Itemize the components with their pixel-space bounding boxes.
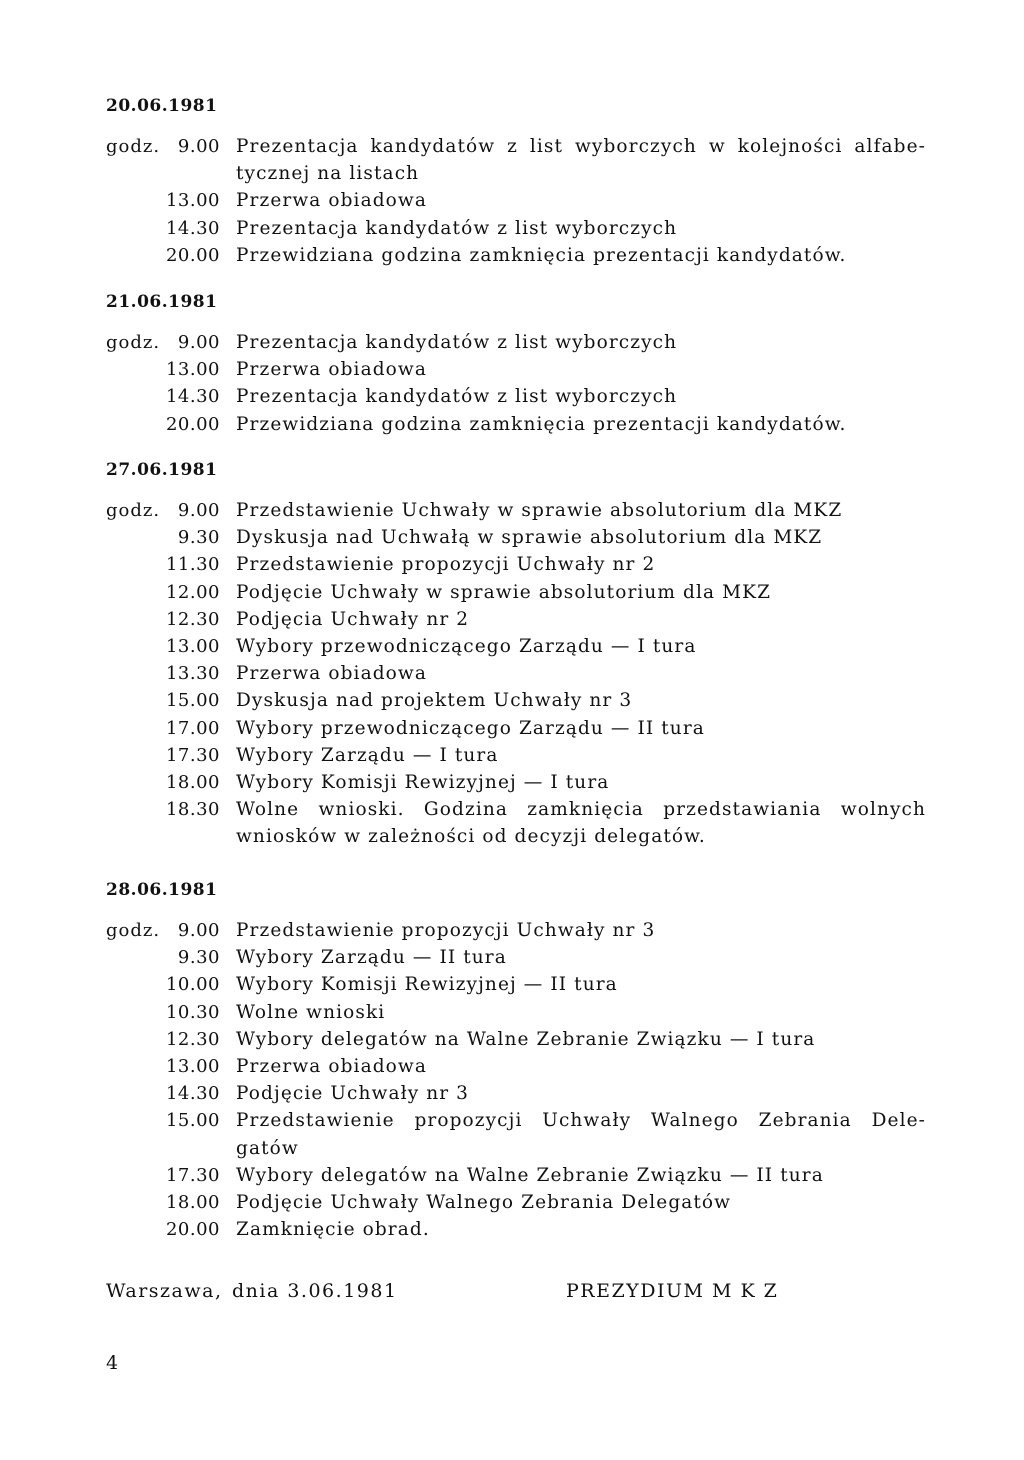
schedule-item-text: Dyskusja nad projektem Uchwały nr 3: [236, 690, 633, 711]
schedule-item-text: Przerwa obiadowa: [236, 359, 427, 380]
schedule-time: 18.00: [165, 1192, 220, 1213]
schedule-time: 13.00: [165, 636, 220, 657]
schedule-row: [0, 500, 1024, 527]
schedule-time: 15.00: [165, 1110, 220, 1131]
schedule-time: 10.00: [165, 974, 220, 995]
day-date-header: 20.06.1981: [106, 96, 218, 116]
time-prefix-label: godz.: [106, 136, 161, 157]
schedule-item-text: Wybory Komisji Rewizyjnej — II tura: [236, 974, 618, 995]
schedule-row: [0, 414, 1024, 441]
schedule-item-text: Przedstawienie Uchwały w sprawie absolutorium dla MKZ: [236, 500, 843, 521]
schedule-row: [0, 1083, 1024, 1110]
schedule-item-text: Wolne wnioski. Godzina zamknięcia przedstawiania wolnych: [236, 799, 926, 820]
schedule-row: [0, 745, 1024, 772]
schedule-item-text: Prezentacja kandydatów z list wyborczych w kolejności alfabe-: [236, 136, 926, 157]
schedule-item-text: Przewidziana godzina zamknięcia prezentacji kandydatów.: [236, 245, 847, 266]
time-prefix-label: godz.: [106, 500, 161, 521]
schedule-time: 14.30: [165, 1083, 220, 1104]
schedule-item-text: Podjęcia Uchwały nr 2: [236, 609, 470, 630]
schedule-row: [0, 772, 1024, 799]
schedule-time: 18.00: [165, 772, 220, 793]
schedule-item-text: Wybory przewodniczącego Zarządu — I tura: [236, 636, 697, 657]
schedule-item-text: Prezentacja kandydatów z list wyborczych: [236, 218, 678, 239]
schedule-time: 11.30: [165, 554, 220, 575]
schedule-item-text: Przedstawienie propozycji Uchwały nr 3: [236, 920, 656, 941]
schedule-item-text: Wybory delegatów na Walne Zebranie Związku — II tura: [236, 1165, 824, 1186]
schedule-row: [0, 1138, 1024, 1165]
schedule-row: [0, 359, 1024, 386]
schedule-row: [0, 386, 1024, 413]
schedule-time: 9.00: [177, 136, 220, 157]
schedule-row: [0, 799, 1024, 826]
schedule-item-text: Przerwa obiadowa: [236, 1056, 427, 1077]
schedule-item-text: Wolne wnioski: [236, 1002, 386, 1023]
schedule-item-text: Wybory przewodniczącego Zarządu — II tura: [236, 718, 705, 739]
schedule-item-text: Przerwa obiadowa: [236, 190, 427, 211]
schedule-item-text: Wybory Zarządu — II tura: [236, 947, 507, 968]
schedule-item-text: Przedstawienie propozycji Uchwały Walnego Zebrania Dele-: [236, 1110, 926, 1131]
schedule-time: 18.30: [165, 799, 220, 820]
day-date-header: 28.06.1981: [106, 880, 218, 900]
schedule-item-text: Podjęcie Uchwały nr 3: [236, 1083, 470, 1104]
schedule-time: 15.00: [165, 690, 220, 711]
schedule-item-text: Wybory delegatów na Walne Zebranie Związku — I tura: [236, 1029, 816, 1050]
schedule-time: 12.00: [165, 582, 220, 603]
day-date-header: 21.06.1981: [106, 292, 218, 312]
schedule-row: [0, 527, 1024, 554]
schedule-row: [0, 1219, 1024, 1246]
schedule-row: [0, 1002, 1024, 1029]
schedule-time: 13.30: [165, 663, 220, 684]
schedule-row: [0, 609, 1024, 636]
schedule-row: [0, 554, 1024, 581]
schedule-row: [0, 826, 1024, 853]
schedule-time: 17.30: [165, 745, 220, 766]
schedule-row: [0, 920, 1024, 947]
schedule-item-text: Przedstawienie propozycji Uchwały nr 2: [236, 554, 656, 575]
time-prefix-label: godz.: [106, 920, 161, 941]
schedule-row: [0, 663, 1024, 690]
schedule-item-text: wniosków w zależności od decyzji delegatów.: [236, 826, 706, 847]
schedule-time: 12.30: [165, 1029, 220, 1050]
schedule-time: 17.00: [165, 718, 220, 739]
schedule-row: [0, 636, 1024, 663]
schedule-row: [0, 718, 1024, 745]
schedule-time: 13.00: [165, 359, 220, 380]
schedule-item-text: Prezentacja kandydatów z list wyborczych: [236, 332, 678, 353]
schedule-time: 9.00: [177, 332, 220, 353]
schedule-row: [0, 136, 1024, 163]
schedule-time: 9.00: [177, 500, 220, 521]
schedule-row: [0, 1056, 1024, 1083]
schedule-time: 13.00: [165, 1056, 220, 1077]
schedule-time: 9.30: [177, 527, 220, 548]
page-number: 4: [106, 1352, 119, 1374]
schedule-time: 20.00: [165, 414, 220, 435]
schedule-time: 13.00: [165, 190, 220, 211]
schedule-row: [0, 582, 1024, 609]
schedule-time: 10.30: [165, 1002, 220, 1023]
footer-signature: PREZYDIUM M K Z: [566, 1280, 779, 1302]
schedule-row: [0, 1192, 1024, 1219]
schedule-row: [0, 190, 1024, 217]
schedule-row: [0, 218, 1024, 245]
schedule-row: [0, 245, 1024, 272]
schedule-row: [0, 1165, 1024, 1192]
time-prefix-label: godz.: [106, 332, 161, 353]
schedule-row: [0, 1110, 1024, 1137]
schedule-time: 9.30: [177, 947, 220, 968]
schedule-item-text: Podjęcie Uchwały w sprawie absolutorium dla MKZ: [236, 582, 772, 603]
footer-date: dnia 3.06.1981: [232, 1280, 398, 1302]
schedule-row: [0, 974, 1024, 1001]
schedule-time: 12.30: [165, 609, 220, 630]
schedule-item-text: Przerwa obiadowa: [236, 663, 427, 684]
schedule-item-text: Zamknięcie obrad.: [236, 1219, 430, 1240]
schedule-time: 17.30: [165, 1165, 220, 1186]
schedule-item-text: Podjęcie Uchwały Walnego Zebrania Delegatów: [236, 1192, 732, 1213]
schedule-time: 20.00: [165, 245, 220, 266]
schedule-row: [0, 690, 1024, 717]
schedule-row: [0, 947, 1024, 974]
schedule-time: 14.30: [165, 386, 220, 407]
schedule-row: [0, 332, 1024, 359]
day-date-header: 27.06.1981: [106, 460, 218, 480]
schedule-time: 20.00: [165, 1219, 220, 1240]
schedule-time: 14.30: [165, 218, 220, 239]
schedule-item-text: Wybory Komisji Rewizyjnej — I tura: [236, 772, 610, 793]
footer-place: Warszawa,: [106, 1280, 223, 1302]
schedule-item-text: Prezentacja kandydatów z list wyborczych: [236, 386, 678, 407]
schedule-row: [0, 163, 1024, 190]
schedule-item-text: Dyskusja nad Uchwałą w sprawie absolutorium dla MKZ: [236, 527, 823, 548]
schedule-row: [0, 1029, 1024, 1056]
schedule-item-text: tycznej na listach: [236, 163, 420, 184]
schedule-item-text: Wybory Zarządu — I tura: [236, 745, 499, 766]
schedule-item-text: gatów: [236, 1138, 299, 1159]
schedule-item-text: Przewidziana godzina zamknięcia prezentacji kandydatów.: [236, 414, 847, 435]
schedule-time: 9.00: [177, 920, 220, 941]
